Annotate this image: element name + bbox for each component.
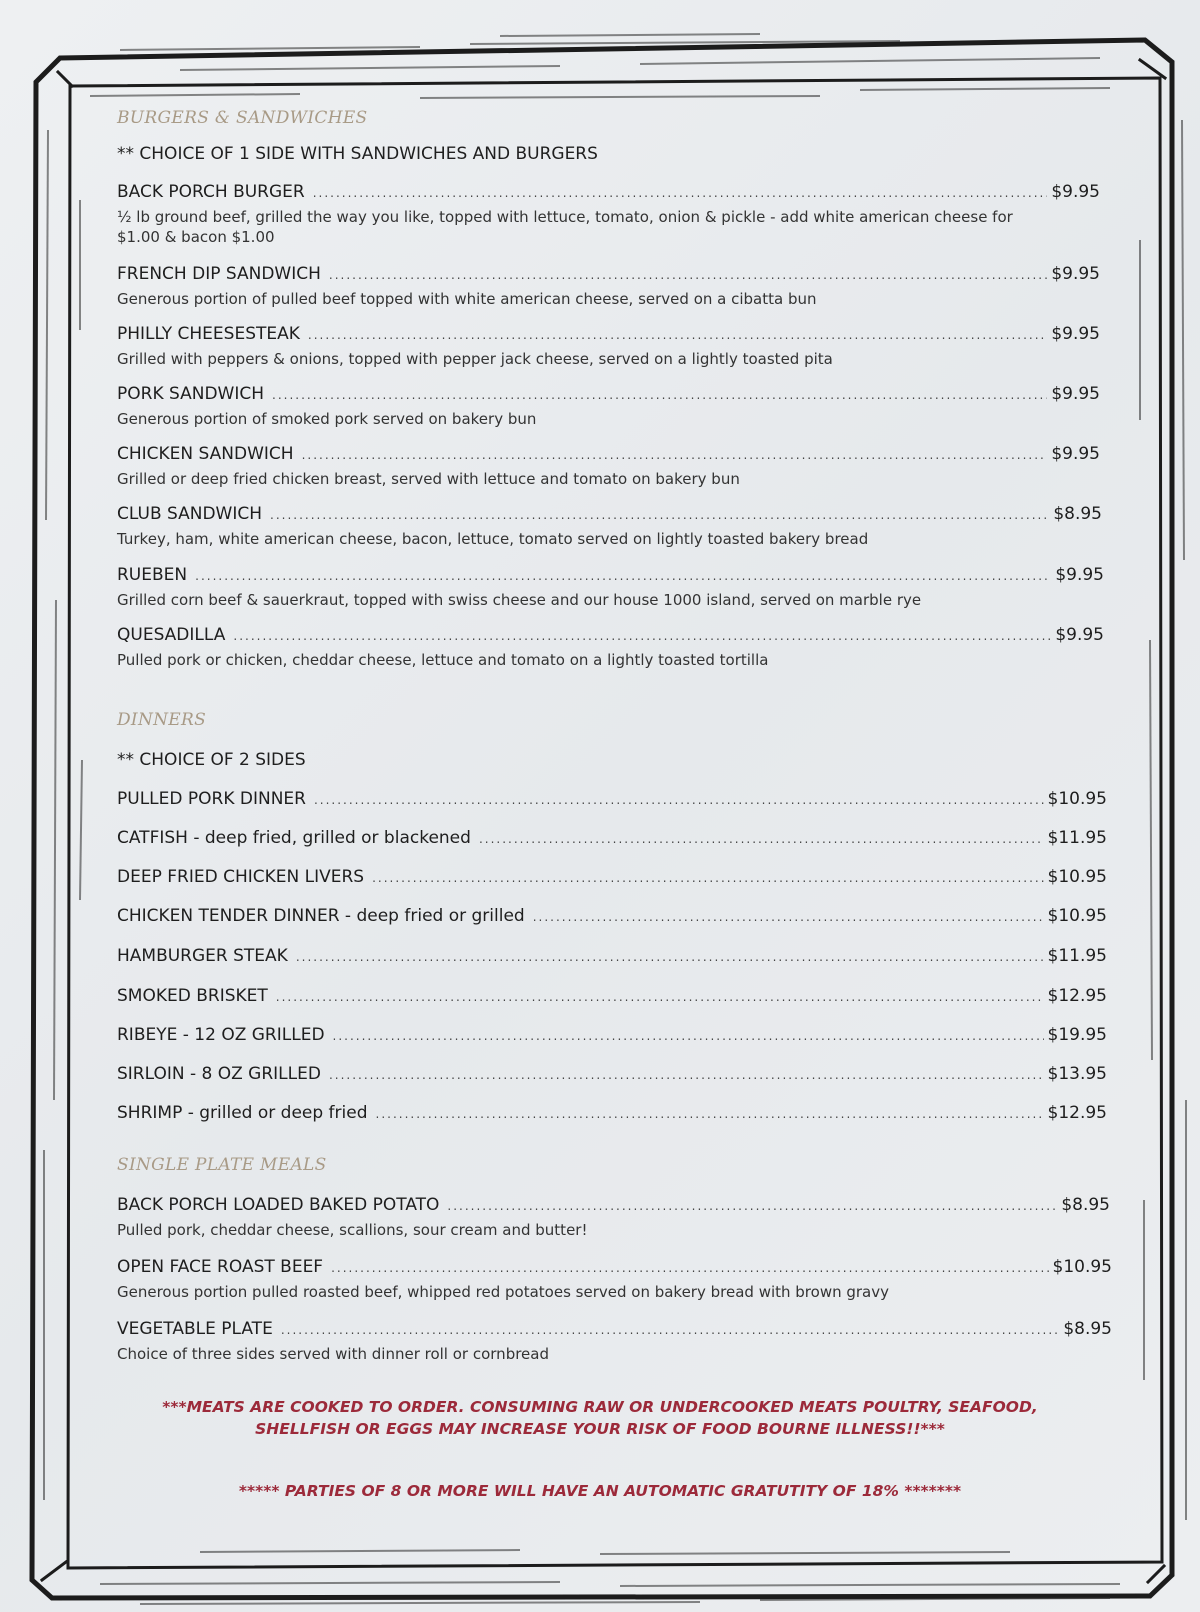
menu-item bbox=[117, 906, 1107, 926]
menu-item bbox=[117, 1064, 1107, 1084]
menu-item bbox=[117, 1025, 1107, 1045]
item-price: $19.95 bbox=[1047, 1025, 1107, 1045]
item-description: Turkey, ham, white american cheese, bacon, lettuce, tomato served on lightly toasted bakery bread bbox=[117, 530, 869, 548]
menu-item bbox=[117, 1103, 1107, 1123]
section-heading-dinners: DINNERS bbox=[117, 710, 207, 730]
leader-dots bbox=[329, 268, 1047, 282]
item-price: $10.95 bbox=[1047, 789, 1107, 809]
item-description: Pulled pork or chicken, cheddar cheese, lettuce and tomato on a lightly toasted tortilla bbox=[117, 651, 769, 669]
leader-dots bbox=[479, 832, 1044, 846]
item-name: CLUB SANDWICH bbox=[117, 504, 263, 524]
item-price: $9.95 bbox=[1051, 264, 1100, 284]
item-price: $8.95 bbox=[1063, 1319, 1112, 1339]
leader-dots bbox=[302, 448, 1048, 462]
item-name: BACK PORCH LOADED BAKED POTATO bbox=[117, 1195, 440, 1215]
menu-item bbox=[117, 444, 1100, 489]
item-price: $12.95 bbox=[1047, 1103, 1107, 1123]
item-price: $8.95 bbox=[1053, 504, 1102, 524]
menu-item bbox=[117, 1319, 1112, 1364]
menu-item bbox=[117, 625, 1104, 670]
section-heading-burgers: BURGERS & SANDWICHES bbox=[117, 108, 368, 128]
item-name: CHICKEN TENDER DINNER - deep fried or grilled bbox=[117, 906, 525, 926]
leader-dots bbox=[447, 1199, 1057, 1213]
item-description: Generous portion of smoked pork served on bakery bun bbox=[117, 410, 537, 428]
warning-line-1: ***MEATS ARE COOKED TO ORDER. CONSUMING RAW OR UNDERCOOKED MEATS POULTRY, SEAFOOD, bbox=[162, 1398, 1038, 1416]
leader-dots bbox=[272, 388, 1047, 402]
menu-item bbox=[117, 867, 1107, 887]
item-description: Choice of three sides served with dinner roll or cornbread bbox=[117, 1345, 549, 1363]
menu-item bbox=[117, 384, 1100, 429]
menu-item bbox=[117, 1195, 1110, 1240]
leader-dots bbox=[329, 1068, 1044, 1082]
leader-dots bbox=[195, 569, 1051, 583]
item-price: $9.95 bbox=[1051, 384, 1100, 404]
item-name: QUESADILLA bbox=[117, 625, 226, 645]
item-price: $9.95 bbox=[1051, 444, 1100, 464]
item-description: Pulled pork, cheddar cheese, scallions, sour cream and butter! bbox=[117, 1221, 588, 1239]
item-price: $11.95 bbox=[1047, 946, 1107, 966]
item-price: $9.95 bbox=[1051, 182, 1100, 202]
item-name: DEEP FRIED CHICKEN LIVERS bbox=[117, 867, 365, 887]
leader-dots bbox=[233, 629, 1051, 643]
item-name: SHRIMP - grilled or deep fried bbox=[117, 1103, 368, 1123]
item-price: $10.95 bbox=[1047, 867, 1107, 887]
leader-dots bbox=[313, 186, 1048, 200]
menu-item bbox=[117, 946, 1107, 966]
leader-dots bbox=[376, 1107, 1044, 1121]
item-description: Grilled corn beef & sauerkraut, topped with swiss cheese and our house 1000 island, served on marble rye bbox=[117, 591, 922, 609]
item-name: PORK SANDWICH bbox=[117, 384, 265, 404]
item-name: VEGETABLE PLATE bbox=[117, 1319, 273, 1339]
menu-item bbox=[117, 264, 1100, 309]
leader-dots bbox=[296, 950, 1044, 964]
item-price: $9.95 bbox=[1051, 324, 1100, 344]
item-name: PHILLY CHEESESTEAK bbox=[117, 324, 300, 344]
leader-dots bbox=[533, 910, 1044, 924]
menu-item bbox=[117, 828, 1107, 848]
leader-dots bbox=[314, 793, 1044, 807]
item-description: Generous portion pulled roasted beef, whipped red potatoes served on bakery bread with brown gravy bbox=[117, 1283, 889, 1301]
section-heading-single-plate: SINGLE PLATE MEALS bbox=[117, 1155, 327, 1175]
item-name: BACK PORCH BURGER bbox=[117, 182, 305, 202]
dinners-side-note: ** CHOICE OF 2 SIDES bbox=[117, 750, 306, 770]
leader-dots bbox=[276, 990, 1044, 1004]
menu-item bbox=[117, 789, 1107, 809]
menu-item bbox=[117, 324, 1100, 369]
item-price: $11.95 bbox=[1047, 828, 1107, 848]
menu-item bbox=[117, 182, 1100, 247]
leader-dots bbox=[270, 508, 1049, 522]
item-name: RIBEYE - 12 OZ GRILLED bbox=[117, 1025, 325, 1045]
leader-dots bbox=[308, 328, 1047, 342]
item-description: Grilled with peppers & onions, topped with pepper jack cheese, served on a lightly toasted pita bbox=[117, 350, 833, 368]
item-price: $9.95 bbox=[1055, 565, 1104, 585]
leader-dots bbox=[372, 871, 1043, 885]
burgers-side-note: ** CHOICE OF 1 SIDE WITH SANDWICHES AND BURGERS bbox=[117, 144, 598, 164]
item-name: PULLED PORK DINNER bbox=[117, 789, 306, 809]
item-name: HAMBURGER STEAK bbox=[117, 946, 288, 966]
food-safety-warning bbox=[150, 1396, 1050, 1440]
gratuity-notice: ***** PARTIES OF 8 OR MORE WILL HAVE AN AUTOMATIC GRATUTITY OF 18% ******* bbox=[238, 1482, 962, 1500]
item-description: Generous portion of pulled beef topped with white american cheese, served on a cibatta bun bbox=[117, 290, 817, 308]
item-price: $9.95 bbox=[1055, 625, 1104, 645]
item-name: CHICKEN SANDWICH bbox=[117, 444, 294, 464]
item-price: $13.95 bbox=[1047, 1064, 1107, 1084]
item-price: $10.95 bbox=[1052, 1257, 1112, 1277]
leader-dots bbox=[333, 1029, 1044, 1043]
leader-dots bbox=[281, 1323, 1060, 1337]
item-price: $12.95 bbox=[1047, 986, 1107, 1006]
warning-line-2: SHELLFISH OR EGGS MAY INCREASE YOUR RISK OF FOOD BOURNE ILLNESS!!*** bbox=[255, 1420, 945, 1438]
menu-item bbox=[117, 565, 1104, 610]
item-description: ½ lb ground beef, grilled the way you like, topped with lettuce, tomato, onion & pickle - add white american cheese for $1.00 & bacon $1.00 bbox=[117, 208, 1013, 246]
item-name: OPEN FACE ROAST BEEF bbox=[117, 1257, 324, 1277]
menu-item bbox=[117, 1257, 1112, 1302]
item-price: $8.95 bbox=[1061, 1195, 1110, 1215]
item-name: SIRLOIN - 8 OZ GRILLED bbox=[117, 1064, 321, 1084]
leader-dots bbox=[331, 1261, 1048, 1275]
item-name: FRENCH DIP SANDWICH bbox=[117, 264, 321, 284]
item-description: Grilled or deep fried chicken breast, served with lettuce and tomato on bakery bun bbox=[117, 470, 740, 488]
menu-item bbox=[117, 504, 1102, 549]
item-price: $10.95 bbox=[1047, 906, 1107, 926]
item-name: CATFISH - deep fried, grilled or blackened bbox=[117, 828, 471, 848]
menu-item bbox=[117, 986, 1107, 1006]
item-name: RUEBEN bbox=[117, 565, 188, 585]
item-name: SMOKED BRISKET bbox=[117, 986, 268, 1006]
